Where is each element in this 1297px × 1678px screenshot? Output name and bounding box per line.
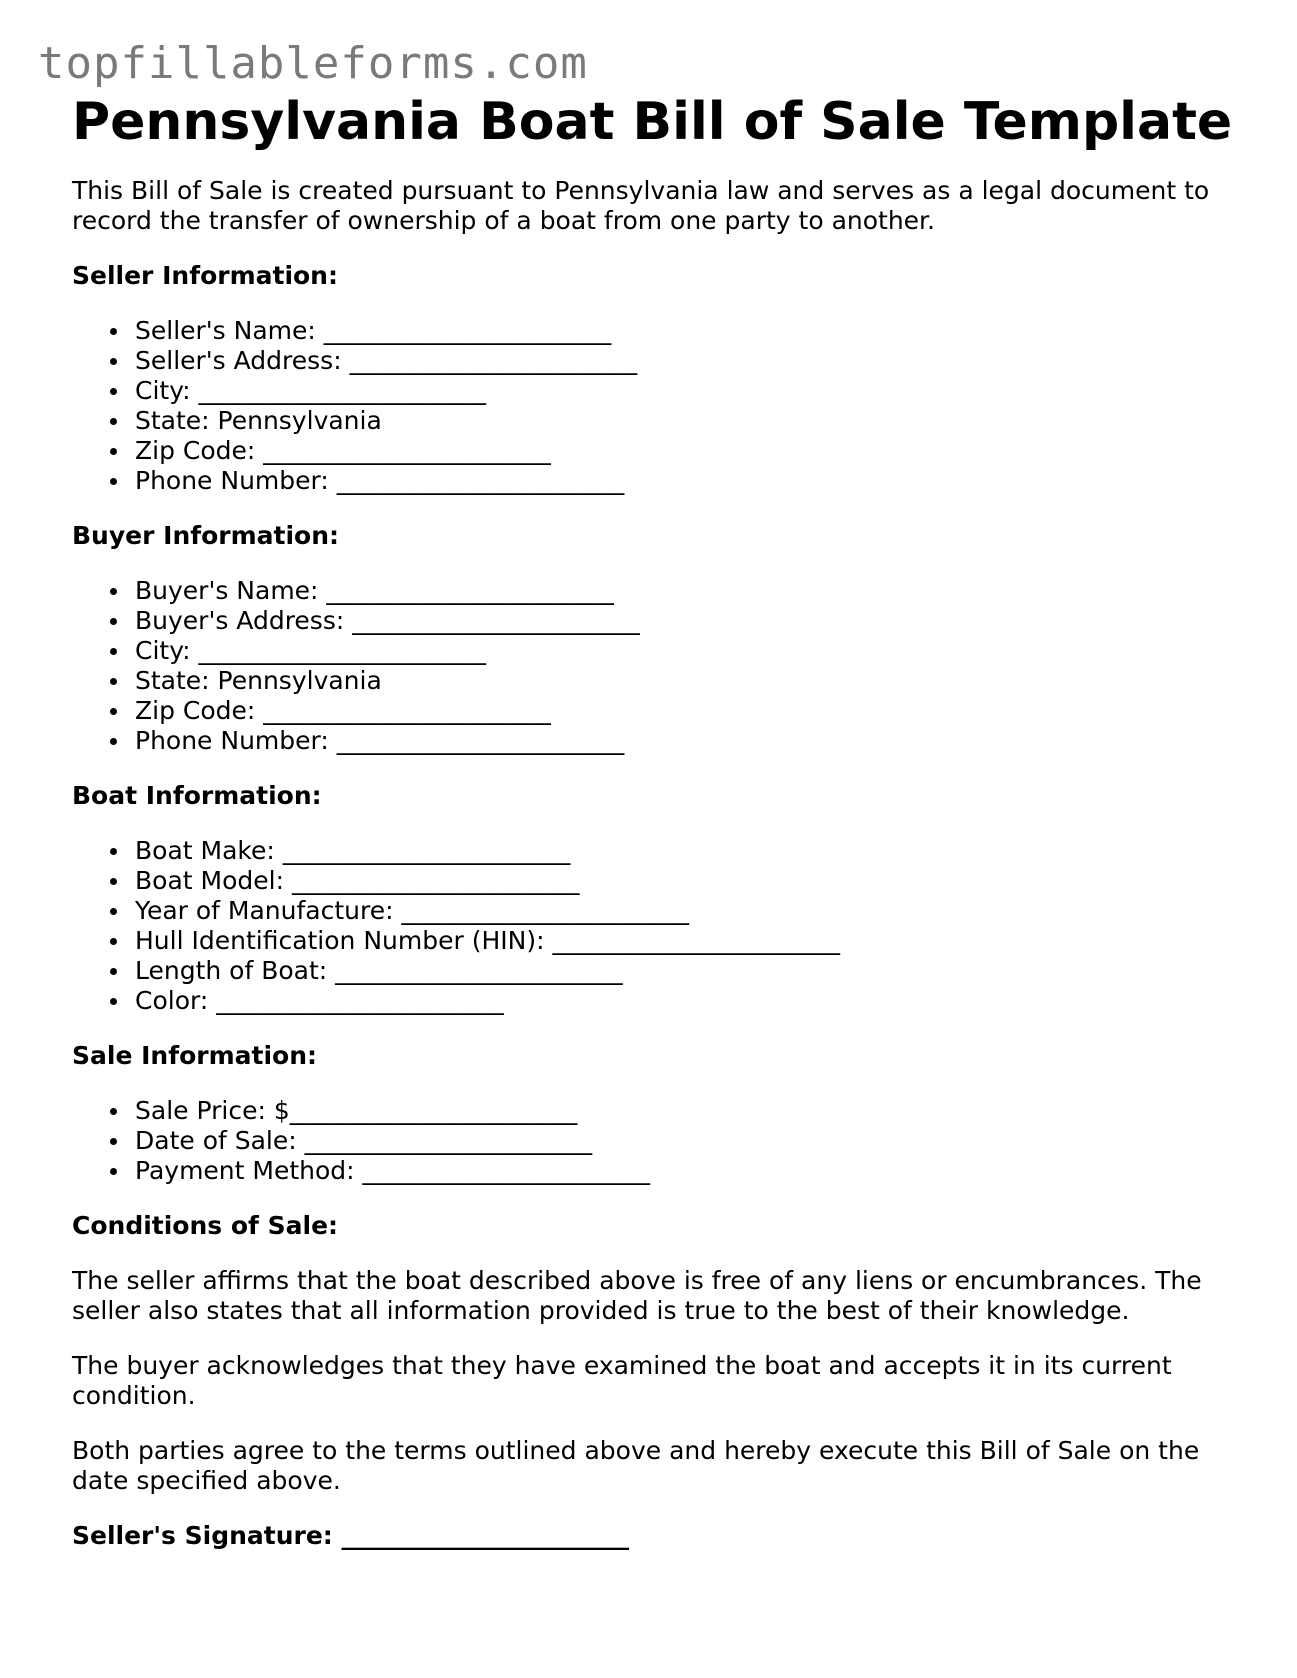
boat-make-field: Boat Make: _______________________: [72, 836, 1242, 866]
sale-price-field: Sale Price: $_______________________: [72, 1096, 1242, 1126]
boat-length-field: Length of Boat: _______________________: [72, 956, 1242, 986]
buyer-list: [72, 576, 1242, 756]
sale-list: [72, 1096, 1242, 1186]
seller-zip-field: Zip Code: _______________________: [72, 436, 1242, 466]
buyer-zip-field: Zip Code: _______________________: [72, 696, 1242, 726]
document-body: [72, 90, 1242, 1551]
boat-year-field: Year of Manufacture: _______________________: [72, 896, 1242, 926]
payment-method-field: Payment Method: _______________________: [72, 1156, 1242, 1186]
boat-hin-field: Hull Identification Number (HIN): _______________________: [72, 926, 1242, 956]
seller-list: [72, 316, 1242, 496]
conditions-paragraph-examined: The buyer acknowledges that they have examined the boat and accepts it in its current condition.: [72, 1351, 1172, 1410]
sale-date-field: Date of Sale: _______________________: [72, 1126, 1242, 1156]
conditions-paragraph-agreement: Both parties agree to the terms outlined above and hereby execute this Bill of Sale on the date specified above.: [72, 1436, 1200, 1495]
boat-model-field: Boat Model: _______________________: [72, 866, 1242, 896]
buyer-address-field: Buyer's Address: _______________________: [72, 606, 1242, 636]
boat-color-field: Color: _______________________: [72, 986, 1242, 1016]
intro-paragraph: This Bill of Sale is created pursuant to Pennsylvania law and serves as a legal document to record the transfer of ownership of a boat from one party to another.: [72, 176, 1210, 235]
seller-phone-field: Phone Number: _______________________: [72, 466, 1242, 496]
seller-city-field: City: _______________________: [72, 376, 1242, 406]
sale-heading: Sale Information:: [72, 1041, 317, 1070]
seller-name-field: Seller's Name: _______________________: [72, 316, 1242, 346]
buyer-heading: Buyer Information:: [72, 521, 340, 550]
watermark: topfillableforms.com: [38, 38, 588, 89]
conditions-heading: Conditions of Sale:: [72, 1211, 339, 1240]
seller-signature-line: Seller's Signature: _______________________: [72, 1521, 629, 1550]
boat-list: [72, 836, 1242, 1016]
buyer-state-field: State: Pennsylvania: [72, 666, 1242, 696]
boat-heading: Boat Information:: [72, 781, 322, 810]
buyer-city-field: City: _______________________: [72, 636, 1242, 666]
page-title: Pennsylvania Boat Bill of Sale Template: [72, 92, 1233, 152]
seller-state-field: State: Pennsylvania: [72, 406, 1242, 436]
seller-address-field: Seller's Address: _______________________: [72, 346, 1242, 376]
buyer-name-field: Buyer's Name: _______________________: [72, 576, 1242, 606]
seller-heading: Seller Information:: [72, 261, 338, 290]
buyer-phone-field: Phone Number: _______________________: [72, 726, 1242, 756]
conditions-paragraph-liens: The seller affirms that the boat described above is free of any liens or encumbrances. The seller also states that all information provided is true to the best of their knowledge.: [72, 1266, 1202, 1325]
